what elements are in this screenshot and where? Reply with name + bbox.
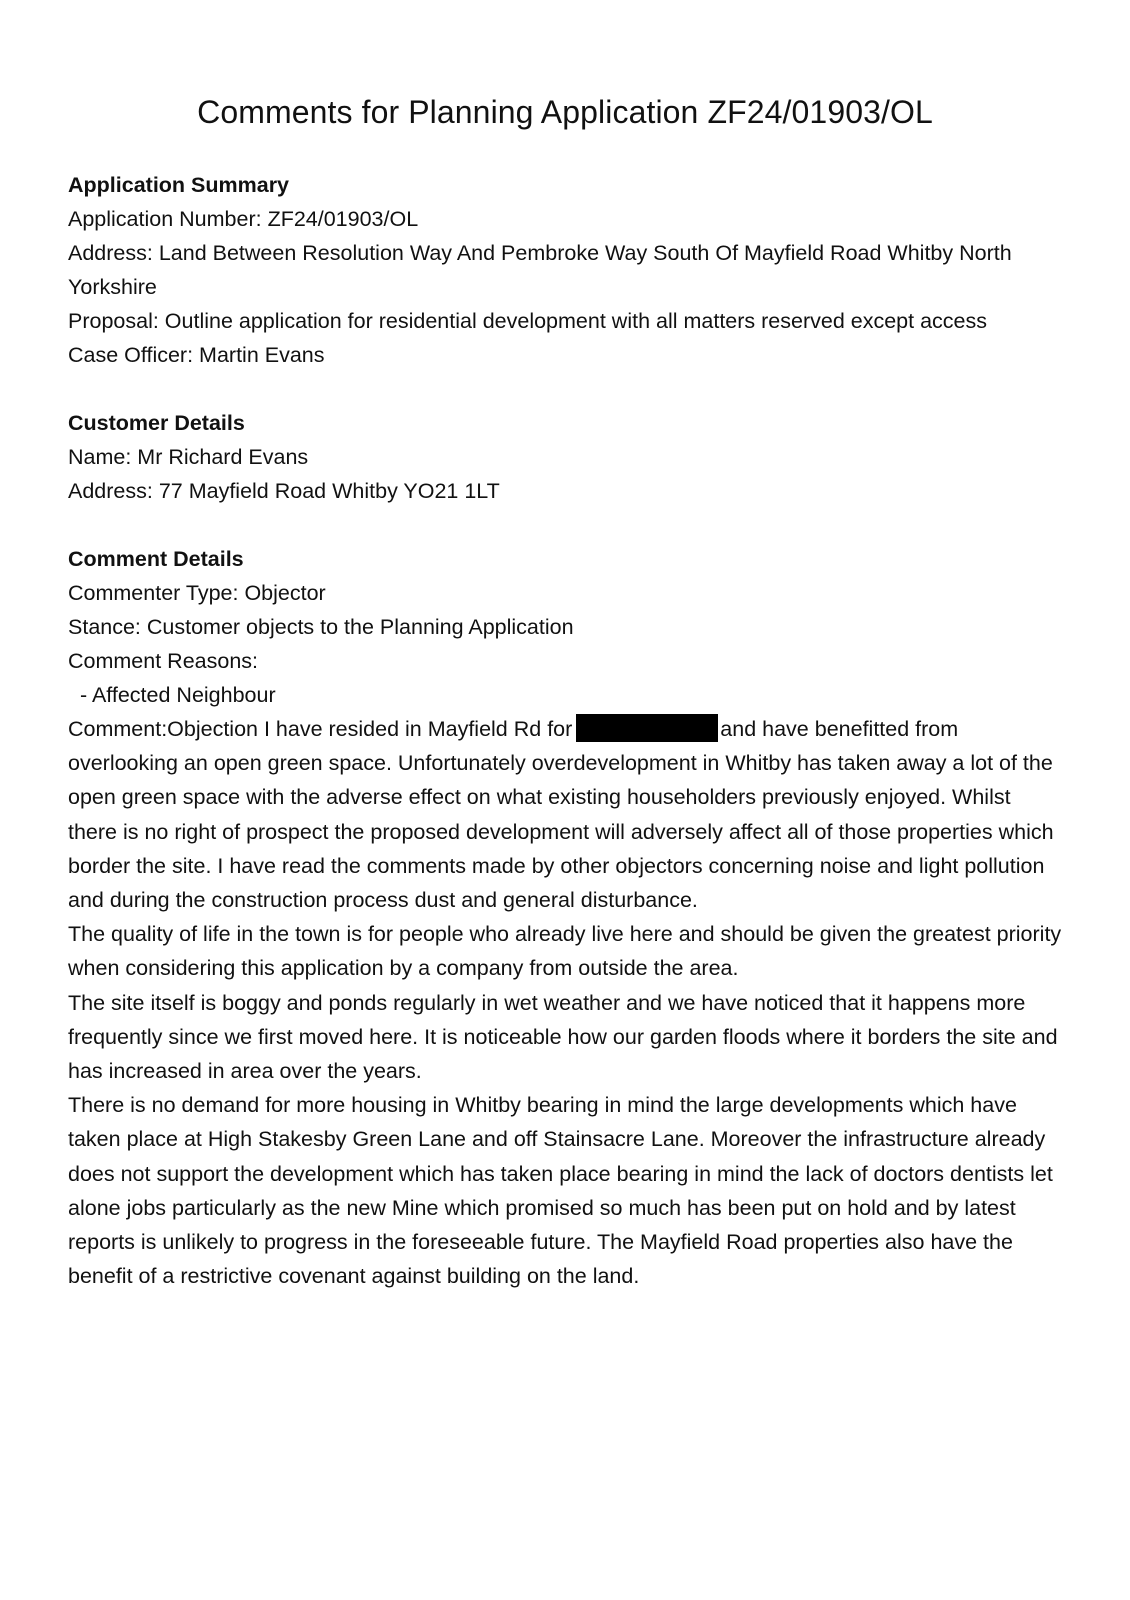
comment-paragraph: The site itself is boggy and ponds regularly in wet weather and we have noticed that it happens more frequently since we first moved here. It is noticeable how our garden floods where it borders the site and has increased in area over the years. — [68, 990, 1058, 1084]
customer-details-section — [68, 406, 1062, 508]
comment-body — [68, 712, 1062, 1293]
comment-opening-paragraph — [68, 712, 1062, 917]
comment-details-section — [68, 542, 1062, 1293]
application-proposal: Proposal: Outline application for residential development with all matters reserved except access — [68, 309, 987, 333]
application-summary-section — [68, 168, 1062, 372]
customer-address: Address: 77 Mayfield Road Whitby YO21 1LT — [68, 479, 500, 503]
customer-details-heading: Customer Details — [68, 411, 245, 435]
comment-paragraph: The quality of life in the town is for people who already live here and should be given the greatest priority when considering this application by a company from outside the area. — [68, 922, 1062, 981]
comment-details-heading: Comment Details — [68, 547, 244, 571]
application-summary-heading: Application Summary — [68, 173, 290, 197]
comment-paragraph: There is no demand for more housing in Whitby bearing in mind the large developments which have taken place at High Stakesby Green Lane and off Stainsacre Lane. Moreover the infrastructure already does not support the development which has taken place bearing in mind the lack of doctors dentists let alone jobs particularly as the new Mine which promised so much has been put on hold and by latest reports is unlikely to progress in the foreseeable future. The Mayfield Road properties also have the benefit of a restrictive covenant against building on the land. — [68, 1093, 1053, 1289]
customer-name: Name: Mr Richard Evans — [68, 445, 309, 469]
comment-reasons-label: Comment Reasons: — [68, 649, 258, 673]
case-officer: Case Officer: Martin Evans — [68, 343, 325, 367]
commenter-type: Commenter Type: Objector — [68, 581, 326, 605]
comment-text-before-redaction: Comment:Objection I have resided in Mayfield Rd for — [68, 717, 573, 741]
redaction-block — [576, 714, 718, 742]
comment-text-after-redaction: and have benefitted from overlooking an open green space. Unfortunately overdevelopment in Whitby has taken away a lot of the open green space with the adverse effect on what existing householders previously enjoyed. Whilst there is no right of prospect the proposed development will adversely affect all of those properties which border the site. I have read the comments made by other objectors concerning noise and light pollution and during the construction process dust and general disturbance. — [68, 717, 1054, 913]
comment-reason-item: - Affected Neighbour — [80, 683, 276, 707]
stance: Stance: Customer objects to the Planning Application — [68, 615, 574, 639]
document-title: Comments for Planning Application ZF24/01903/OL — [197, 94, 933, 130]
application-address: Address: Land Between Resolution Way And Pembroke Way South Of Mayfield Road Whitby North Yorkshire — [68, 241, 1012, 299]
application-number: Application Number: ZF24/01903/OL — [68, 207, 419, 231]
